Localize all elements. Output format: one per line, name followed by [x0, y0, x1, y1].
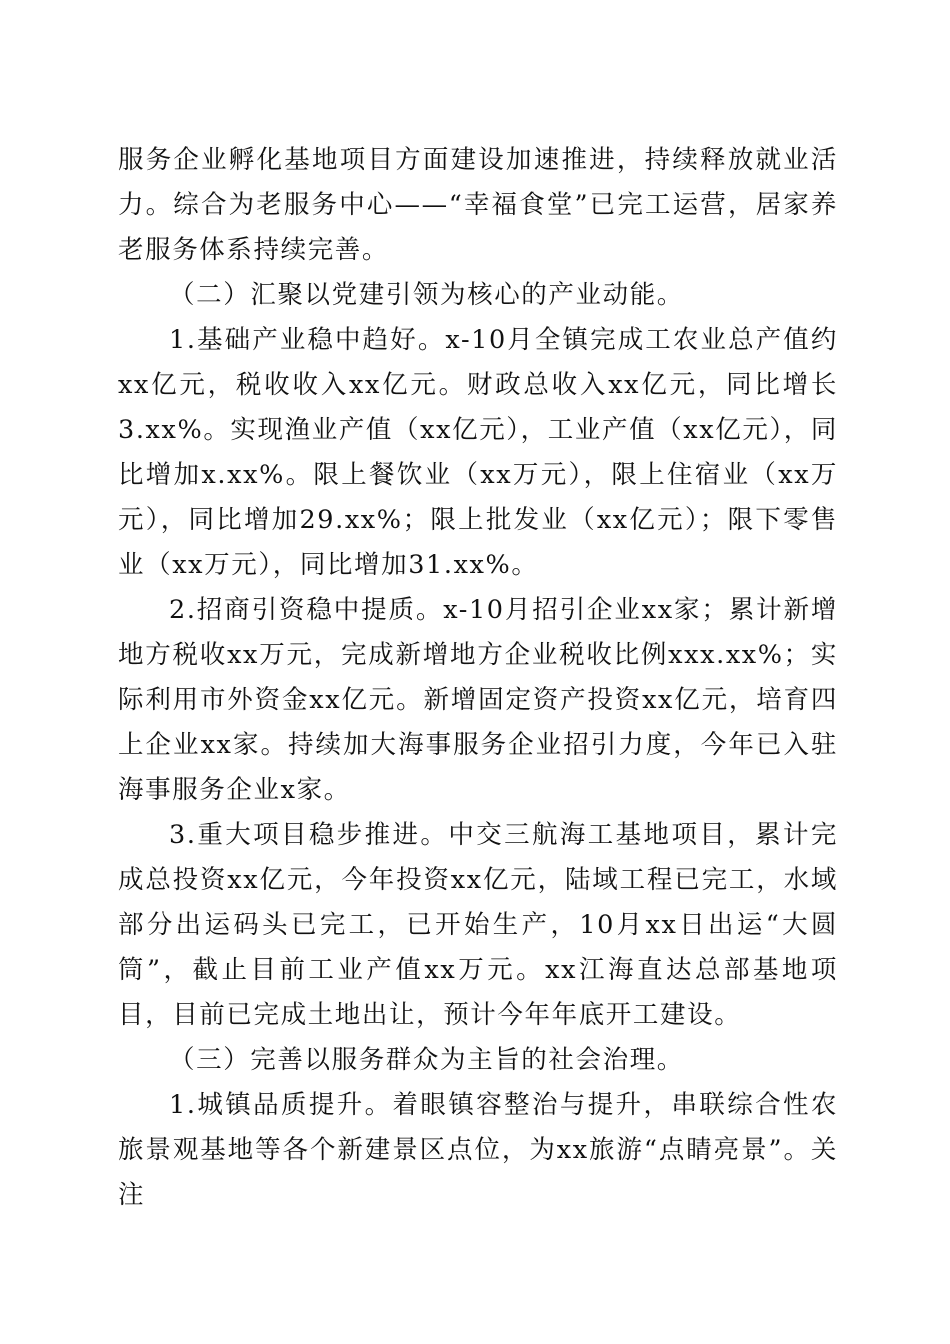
paragraph-service-incubation: 服务企业孵化基地项目方面建设加速推进，持续释放就业活力。综合为老服务中心——“幸福食堂”已完工运营，居家养老服务体系持续完善。: [118, 145, 838, 265]
section-heading-industry: （二）汇聚以党建引领为核心的产业动能。: [169, 280, 684, 310]
section-heading-governance: （三）完善以服务群众为主旨的社会治理。: [169, 1045, 684, 1075]
paragraph-investment: 2.招商引资稳中提质。x-10月招引企业xx家；累计新增地方税收xx万元，完成新增地方企业税收比例xxx.xx%；实际利用市外资金xx亿元。新增固定资产投资xx亿元，培育四上企业xx家。持续加大海事服务企业招引力度，今年已入驻海事服务企业x家。: [118, 595, 838, 805]
paragraph-town-quality: 1.城镇品质提升。着眼镇容整治与提升，串联综合性农旅景观基地等各个新建景区点位，为xx旅游“点睛亮景”。关注: [118, 1090, 838, 1210]
document-body: [118, 138, 838, 1218]
paragraph-major-projects: 3.重大项目稳步推进。中交三航海工基地项目，累计完成总投资xx亿元，今年投资xx亿元，陆域工程已完工，水域部分出运码头已完工，已开始生产，10月xx日出运“大圆筒”，截止目前工业产值xx万元。xx江海直达总部基地项目，目前已完成土地出让，预计今年年底开工建设。: [118, 820, 838, 1030]
paragraph-basic-industry: 1.基础产业稳中趋好。x-10月全镇完成工农业总产值约xx亿元，税收收入xx亿元。财政总收入xx亿元，同比增长3.xx%。实现渔业产值（xx亿元），工业产值（xx亿元），同比增加x.xx%。限上餐饮业（xx万元），限上住宿业（xx万元），同比增加29.xx%；限上批发业（xx亿元）；限下零售业（xx万元），同比增加31.xx%。: [118, 325, 838, 580]
